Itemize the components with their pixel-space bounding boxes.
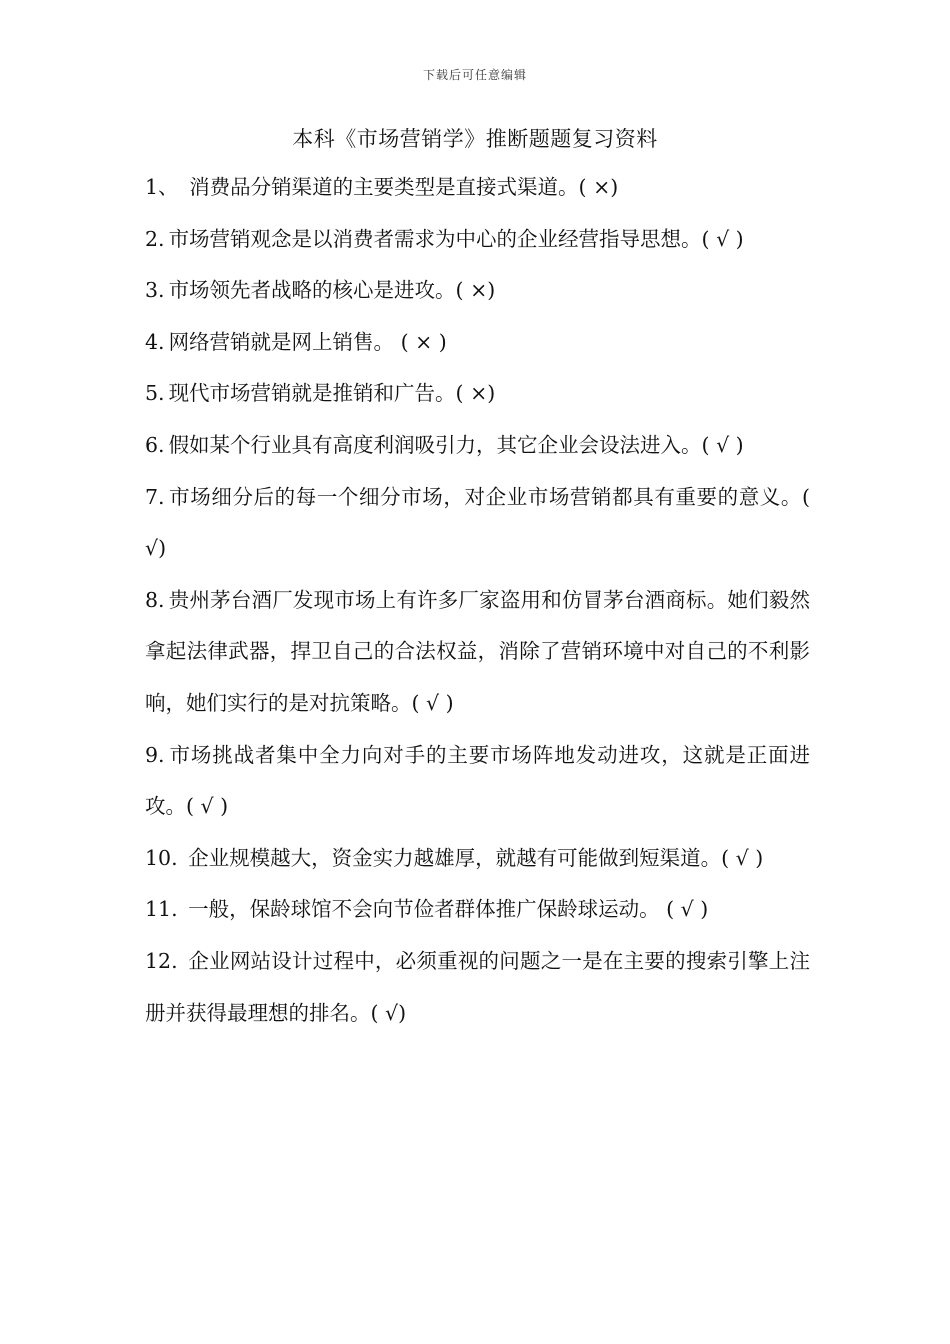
- item-text: 一般，保龄球馆不会向节俭者群体推广保龄球运动。 ( √ ): [181, 897, 709, 922]
- list-item: [145, 214, 810, 266]
- item-number: 1、: [145, 175, 179, 199]
- item-number: 6.: [145, 432, 165, 457]
- list-item: [145, 265, 810, 317]
- item-text: 消费品分销渠道的主要类型是直接式渠道。( ×): [182, 175, 619, 199]
- item-text: 贵州茅台酒厂发现市场上有许多厂家盗用和仿冒茅台酒商标。她们毅然拿起法律武器，捍卫自己的合法权益，消除了营销环境中对自己的不利影响，她们实行的是对抗策略。( √ ): [145, 587, 810, 715]
- item-number: 9.: [145, 742, 165, 767]
- question-list: [145, 162, 810, 1039]
- item-number: 3.: [145, 278, 165, 303]
- item-text: 市场领先者战略的核心是进攻。( ×): [168, 278, 496, 303]
- item-text: 市场细分后的每一个细分市场，对企业市场营销都具有重要的意义。( √): [145, 484, 810, 561]
- item-number: 4.: [145, 329, 165, 354]
- list-item: [145, 368, 810, 420]
- list-item: [145, 833, 810, 885]
- item-number: 5.: [145, 381, 165, 406]
- item-text: 企业规模越大，资金实力越雄厚，就越有可能做到短渠道。( √ ): [181, 845, 764, 870]
- item-number: 7.: [145, 484, 165, 509]
- item-number: 2.: [145, 226, 165, 251]
- list-item: [145, 730, 810, 833]
- list-item: [145, 317, 810, 369]
- item-text: 市场挑战者集中全力向对手的主要市场阵地发动进攻，这就是正面进攻。( √ ): [145, 742, 810, 819]
- list-item: [145, 420, 810, 472]
- document-title: 本科《市场营销学》推断题题复习资料: [292, 127, 658, 151]
- item-number: 8.: [145, 587, 165, 612]
- item-text: 网络营销就是网上销售。 ( × ): [168, 329, 447, 354]
- item-number: 12.: [145, 948, 178, 973]
- header-note: 下载后可任意编辑: [422, 68, 527, 82]
- item-text: 市场营销观念是以消费者需求为中心的企业经营指导思想。( √ ): [168, 226, 744, 251]
- item-text: 企业网站设计过程中，必须重视的问题之一是在主要的搜索引擎上注册并获得最理想的排名。( √): [145, 948, 810, 1025]
- item-text: 假如某个行业具有高度利润吸引力，其它企业会设法进入。( √ ): [168, 432, 744, 457]
- item-text: 现代市场营销就是推销和广告。( ×): [168, 381, 496, 406]
- list-item: [145, 162, 810, 214]
- list-item: [145, 884, 810, 936]
- list-item: [145, 936, 810, 1039]
- list-item: [145, 575, 810, 730]
- list-item: [145, 472, 810, 575]
- item-number: 10.: [145, 845, 178, 870]
- item-number: 11.: [145, 897, 178, 922]
